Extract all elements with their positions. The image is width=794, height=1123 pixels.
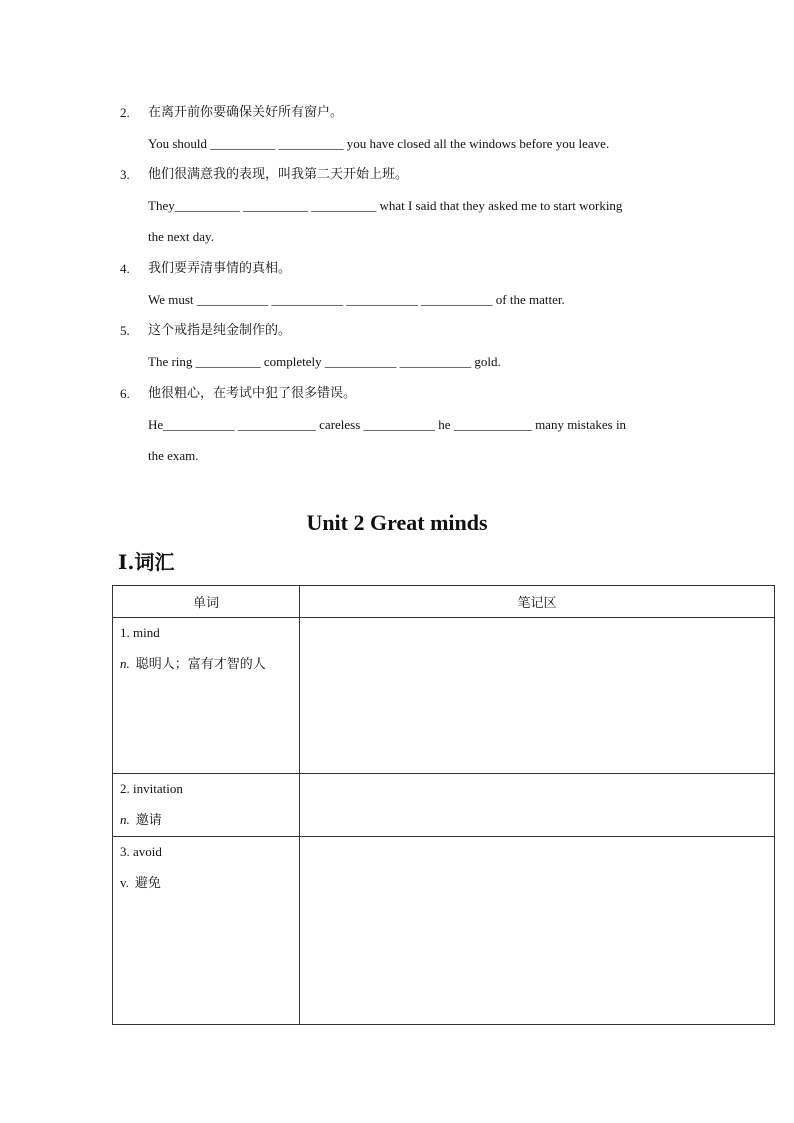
vocab-word: 2. invitation: [120, 781, 183, 796]
unit-title: Unit 2 Great minds: [306, 510, 488, 535]
table-row: [113, 618, 775, 774]
notes-cell[interactable]: [300, 774, 775, 837]
item-number: 6.: [120, 386, 130, 401]
vocab-meaning: 避免: [134, 876, 161, 891]
item-chinese-sentence: 他们很满意我的表现，叫我第二天开始上班。: [148, 167, 409, 182]
vocab-word: 1. mind: [120, 625, 160, 640]
item-english-line: They__________ __________ __________ what I said that they asked me to start working: [148, 198, 623, 213]
section-heading: I.词汇: [118, 550, 175, 574]
part-of-speech: n.: [120, 656, 130, 671]
vocab-definition: [120, 811, 299, 830]
part-of-speech: v.: [120, 875, 129, 890]
column-header-notes: 笔记区: [300, 586, 775, 618]
item-chinese-sentence: 这个戒指是纯金制作的。: [148, 323, 292, 338]
vocab-word: 3. avoid: [120, 844, 162, 859]
table-row: [113, 837, 775, 1025]
table-row: [113, 774, 775, 837]
part-of-speech: n.: [120, 812, 130, 827]
notes-cell[interactable]: [300, 618, 775, 774]
item-chinese-sentence: 在离开前你要确保关好所有窗户。: [148, 105, 344, 120]
item-english-line: He___________ ____________ careless ___________ he ____________ many mistakes in: [148, 417, 627, 432]
item-english-line: You should __________ __________ you have closed all the windows before you leave.: [148, 136, 610, 151]
vocabulary-table: [112, 585, 775, 1025]
item-number: 3.: [120, 167, 130, 182]
column-header-word: 单词: [113, 586, 300, 618]
item-number: 4.: [120, 261, 130, 276]
item-english-line: The ring __________ completely ___________ ___________ gold.: [148, 354, 501, 369]
word-cell: [113, 774, 300, 837]
notes-cell[interactable]: [300, 837, 775, 1025]
word-cell: [113, 618, 300, 774]
item-english-line: We must ___________ ___________ ___________ ___________ of the matter.: [148, 292, 565, 307]
item-number: 2.: [120, 105, 130, 120]
item-chinese-sentence: 我们要弄清事情的真相。: [148, 261, 292, 276]
vocab-definition: [120, 874, 299, 893]
vocab-meaning: 聪明人；富有才智的人: [135, 657, 266, 672]
vocab-meaning: 邀请: [135, 813, 162, 828]
item-number: 5.: [120, 323, 130, 338]
word-cell: [113, 837, 300, 1025]
table-header-row: [113, 586, 775, 618]
vocab-definition: [120, 655, 299, 674]
item-english-line: the next day.: [148, 229, 214, 244]
item-chinese-sentence: 他很粗心，在考试中犯了很多错误。: [148, 386, 357, 401]
item-english-line: the exam.: [148, 448, 199, 463]
